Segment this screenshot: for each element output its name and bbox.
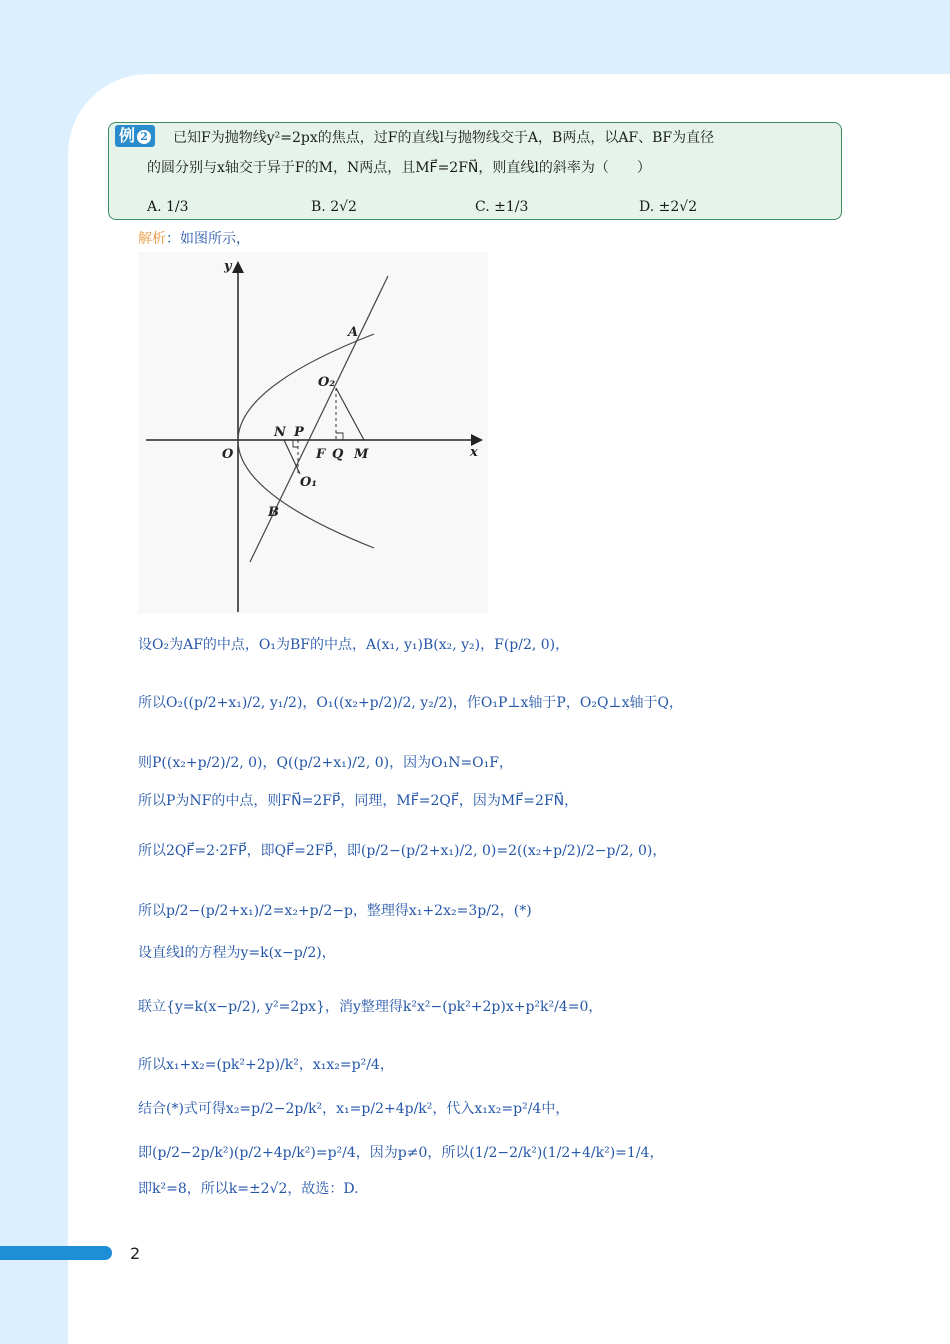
label-p: P bbox=[294, 425, 304, 440]
page-tab bbox=[0, 1246, 112, 1260]
option-a: A. 1/3 bbox=[147, 199, 189, 215]
solution-line-11: 即(p/2−2p/k²)(p/2+4p/k²)=p²/4，因为p≠0，所以(1/2−2/k²)(1/2+4/k²)=1/4， bbox=[138, 1145, 664, 1161]
label-x: x bbox=[470, 445, 478, 460]
option-a-value: 1/3 bbox=[166, 199, 189, 215]
label-o2: O₂ bbox=[318, 375, 336, 390]
solution-line-12: 即k²=8，所以k=±2√2，故选：D. bbox=[138, 1181, 359, 1197]
option-b-value: 2√2 bbox=[330, 199, 357, 215]
label-b: B bbox=[268, 505, 279, 520]
solution-line-10: 结合(*)式可得x₂=p/2−2p/k²，x₁=p/2+4p/k²，代入x₁x₂=p²/4中， bbox=[138, 1101, 570, 1117]
solution-line-4: 所以P为NF的中点，则FN⃗=2FP⃗，同理，MF⃗=2QF⃗，因为MF⃗=2FN⃗， bbox=[138, 793, 579, 809]
solution-line-5: 所以2QF⃗=2·2FP⃗，即QF⃗=2FP⃗，即(p/2−(p/2+x₁)/2, 0)=2((x₂+p/2)/2−p/2, 0)， bbox=[138, 843, 667, 859]
segment-o1-n bbox=[284, 440, 300, 474]
label-o: O bbox=[222, 447, 234, 462]
example-badge-label: 例 bbox=[119, 126, 136, 145]
option-d: D. ±2√2 bbox=[639, 199, 698, 215]
label-a: A bbox=[348, 325, 359, 340]
parabola-figure bbox=[138, 252, 488, 614]
example-box bbox=[108, 122, 842, 220]
question-line-1: 已知F为抛物线y²=2px的焦点，过F的直线l与抛物线交于A，B两点，以AF、BF为直径 bbox=[173, 130, 715, 146]
option-d-value: ±2√2 bbox=[658, 199, 698, 215]
solution-line-2: 所以O₂((p/2+x₁)/2, y₁/2)，O₁((x₂+p/2)/2, y₂/2)，作O₁P⊥x轴于P，O₂Q⊥x轴于Q， bbox=[138, 695, 683, 711]
solution-line-7: 设直线l的方程为y=k(x−p/2)， bbox=[138, 945, 336, 961]
solution-line-8: 联立{y=k(x−p/2), y²=2px}，消y整理得k²x²−(pk²+2p)x+p²k²/4=0， bbox=[138, 999, 603, 1015]
right-angle-p bbox=[293, 440, 298, 447]
page-number: 2 bbox=[130, 1244, 141, 1263]
segment-o2-m bbox=[336, 388, 364, 440]
label-o1: O₁ bbox=[300, 475, 318, 490]
example-number: 2 bbox=[137, 130, 151, 144]
solution-line-3: 则P((x₂+p/2)/2, 0)，Q((p/2+x₁)/2, 0)，因为O₁N=O₁F， bbox=[138, 755, 513, 771]
label-n: N bbox=[274, 425, 286, 440]
label-q: Q bbox=[332, 447, 344, 462]
option-c: C. ±1/3 bbox=[475, 199, 529, 215]
solution-intro: 解析：如图所示， bbox=[138, 231, 250, 247]
solution-line-9: 所以x₁+x₂=(pk²+2p)/k²，x₁x₂=p²/4， bbox=[138, 1057, 394, 1073]
option-c-value: ±1/3 bbox=[494, 199, 529, 215]
label-y: y bbox=[224, 259, 232, 274]
option-b: B. 2√2 bbox=[311, 199, 357, 215]
parabola bbox=[238, 334, 374, 548]
right-angle-q bbox=[336, 433, 343, 440]
label-m: M bbox=[354, 447, 369, 462]
example-badge bbox=[115, 125, 155, 147]
question-line-2: 的圆分别与x轴交于异于F的M，N两点，且MF⃗=2FN⃗，则直线l的斜率为（ ） bbox=[147, 160, 651, 176]
solution-lead: 解析 bbox=[138, 231, 166, 247]
solution-line-1: 设O₂为AF的中点，O₁为BF的中点，A(x₁, y₁)B(x₂, y₂)，F(p/2, 0)， bbox=[138, 637, 570, 653]
solution-line-6: 所以p/2−(p/2+x₁)/2=x₂+p/2−p，整理得x₁+2x₂=3p/2，(*) bbox=[138, 903, 532, 919]
label-f: F bbox=[316, 447, 326, 462]
